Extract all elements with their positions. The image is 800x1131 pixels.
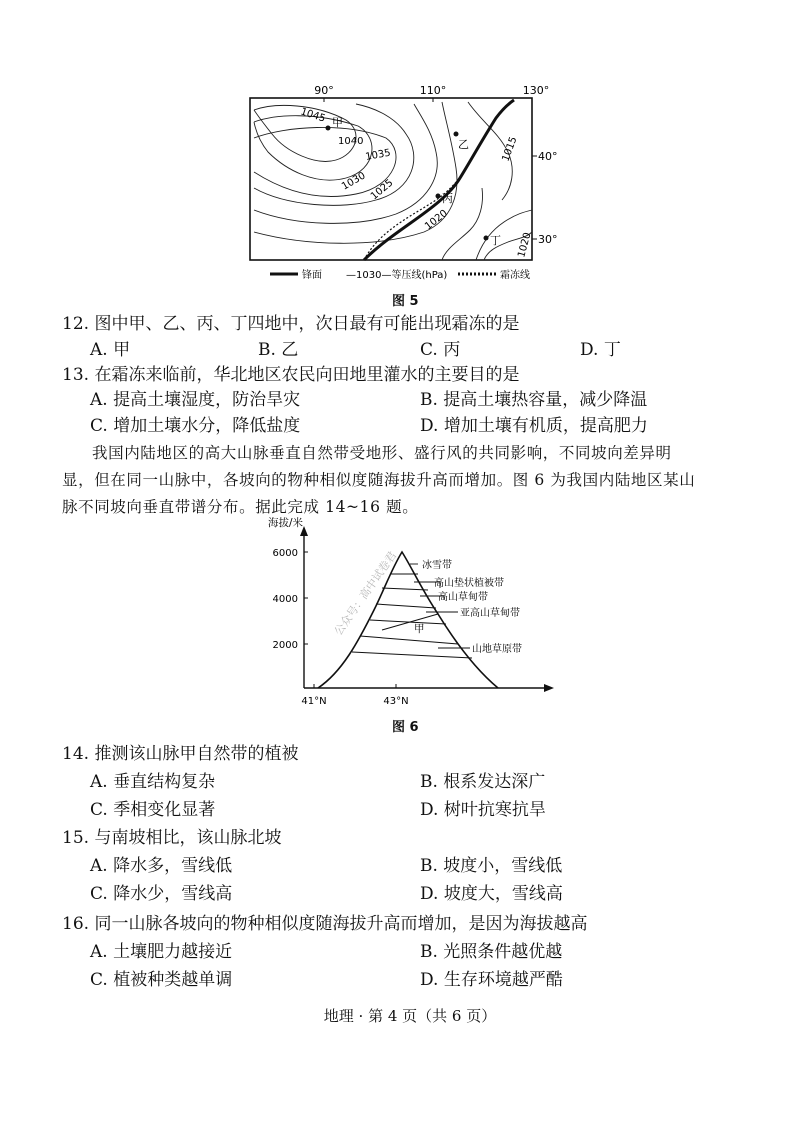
q16-stem: 16. 同一山脉各坡向的物种相似度随海拔升高而增加，是因为海拔越高 (62, 914, 588, 934)
q12-option-c: C. 丙 (420, 340, 461, 360)
zone-label-steppe: 山地草原带 (472, 644, 522, 655)
figure-6-chart (262, 512, 562, 712)
q16-option-b: B. 光照条件越优越 (420, 942, 563, 962)
lon-label-130: 130° (522, 84, 550, 97)
figure-6-caption: 图 6 (392, 720, 419, 735)
place-dot-jia (326, 126, 331, 131)
q15-stem: 15. 与南坡相比，该山脉北坡 (62, 828, 282, 848)
q15-option-d: D. 坡度大，雪线高 (420, 884, 563, 904)
q12-option-d: D. 丁 (580, 340, 621, 360)
isobar-label-1045: 1045 (299, 106, 327, 125)
isobar-label-1020-a: 1020 (423, 208, 450, 233)
isobar-1040 (254, 116, 372, 180)
q14-option-a: A. 垂直结构复杂 (90, 772, 216, 792)
q15-option-a: A. 降水多，雪线低 (90, 856, 233, 876)
zone-label-snow: 冰雪带 (422, 560, 452, 571)
figure-5-caption: 图 5 (392, 294, 419, 309)
q13-stem: 13. 在霜冻来临前，华北地区农民向田地里灌水的主要目的是 (62, 365, 520, 385)
lat-label-30: 30° (538, 233, 558, 246)
lon-label-110: 110° (419, 84, 447, 97)
place-label-jia: 甲 (332, 116, 343, 129)
place-dot-yi (454, 132, 459, 137)
q16-option-c: C. 植被种类越单调 (90, 970, 233, 990)
place-dot-bing (436, 194, 441, 199)
y-tick-label-6000: 6000 (272, 548, 298, 559)
isobar-label-1020-b: 1020 (516, 231, 534, 259)
legend-frost-label: 霜冻线 (500, 270, 530, 281)
q16-option-d: D. 生存环境越严酷 (420, 970, 563, 990)
y-tick-label-2000: 2000 (272, 640, 298, 651)
isobar-label-1035: 1035 (364, 147, 392, 163)
isobar-label-1040: 1040 (338, 136, 364, 147)
q16-option-a: A. 土壤肥力越接近 (90, 942, 233, 962)
q13-option-d: D. 增加土壤有机质，提高肥力 (420, 416, 648, 436)
lat-label-40: 40° (538, 150, 558, 163)
place-label-ding: 丁 (490, 234, 501, 247)
q13-option-b: B. 提高土壤热容量，减少降温 (420, 390, 648, 410)
boundary-meadow (376, 604, 436, 608)
q15-option-c: C. 降水少，雪线高 (90, 884, 233, 904)
q14-option-b: B. 根系发达深广 (420, 772, 546, 792)
q12-stem: 12. 图中甲、乙、丙、丁四地中，次日最有可能出现霜冻的是 (62, 314, 520, 334)
legend-isobar-label: —1030—等压线(hPa) (346, 270, 448, 281)
figure-5-svg (246, 82, 566, 287)
legend-front-label: 锋面 (302, 270, 322, 281)
lon-label-90: 90° (314, 84, 334, 97)
q14-option-d: D. 树叶抗寒抗旱 (420, 800, 546, 820)
intro-paragraph (62, 440, 752, 521)
place-label-yi: 乙 (458, 138, 469, 151)
q15-option-b: B. 坡度小，雪线低 (420, 856, 563, 876)
boundary-jia (360, 636, 458, 644)
figure-5-map (246, 82, 566, 287)
zone-label-cushion: 高山垫状植被带 (434, 578, 504, 589)
q13-option-c: C. 增加土壤水分，降低盐度 (90, 416, 301, 436)
isobar-label-1025: 1025 (368, 177, 396, 203)
q14-stem: 14. 推测该山脉甲自然带的植被 (62, 744, 299, 764)
boundary-steppe (352, 652, 472, 658)
isobar-label-1015: 1015 (500, 135, 520, 164)
intro-line-2: 显，但在同一山脉中，各坡向的物种相似度随海拔升高而增加。图 6 为我国内陆地区某山 (62, 471, 696, 489)
figure-6-svg (262, 512, 562, 712)
page-footer: 地理 · 第 4 页（共 6 页） (323, 1007, 497, 1025)
place-label-bing: 丙 (442, 192, 453, 205)
zone-marker-jia: 甲 (414, 623, 425, 635)
q12-option-b: B. 乙 (258, 340, 299, 360)
watermark-text: 公众号：高中试卷君 (331, 549, 400, 638)
label-leaders (410, 564, 470, 648)
isobar-label-1030: 1030 (340, 170, 368, 193)
x-axis-arrow (544, 684, 554, 692)
y-axis-title: 海拔/米 (268, 517, 304, 529)
q13-option-a: A. 提高土壤湿度，防治旱灾 (90, 390, 301, 410)
x-tick-label-43: 43°N (383, 696, 409, 707)
x-tick-label-41: 41°N (301, 696, 327, 707)
boundary-subalpine (370, 620, 446, 624)
intro-line-3: 脉不同坡向垂直带谱分布。据此完成 14~16 题。 (62, 498, 419, 516)
y-tick-label-4000: 4000 (272, 594, 298, 605)
boundary-cushion (382, 588, 428, 590)
q12-option-a: A. 甲 (90, 340, 131, 360)
place-dot-ding (484, 236, 489, 241)
zone-label-meadow: 高山草甸带 (438, 592, 488, 603)
q14-option-c: C. 季相变化显著 (90, 800, 216, 820)
boundary-diag (382, 614, 438, 630)
intro-line-1: 我国内陆地区的高大山脉垂直自然带受地形、盛行风的共同影响，不同坡向差异明 (92, 444, 672, 462)
zone-label-subalpine: 亚高山草甸带 (460, 608, 520, 619)
